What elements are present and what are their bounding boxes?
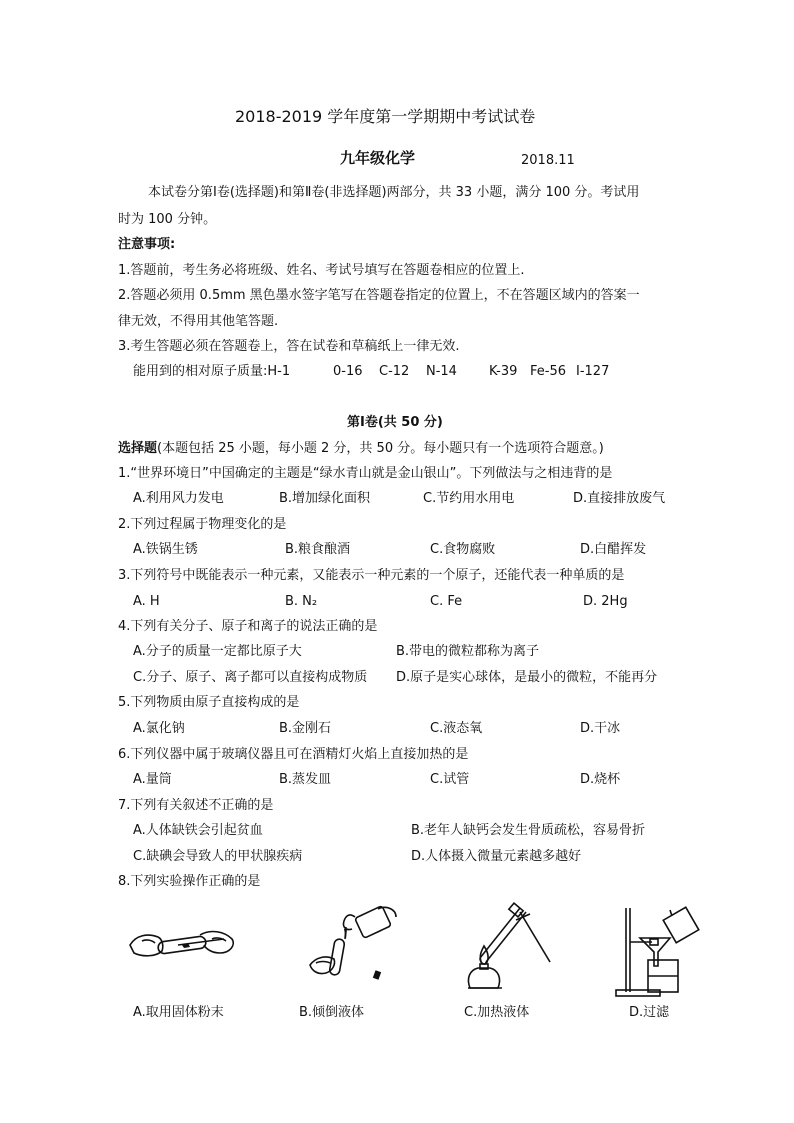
q4-option-c: C.分子、原子、离子都可以直接构成物质 [133, 670, 368, 685]
intro-line-2: 时为 100 分钟。 [118, 212, 217, 227]
q6-option-d: D.烧杯 [580, 772, 621, 787]
exam-title: 2018-2019 学年度第一学期期中考试试卷 [235, 107, 536, 126]
q7-option-b: B.老年人缺钙会发生骨质疏松，容易骨折 [411, 823, 646, 838]
question-5-stem: 5.下列物质由原子直接构成的是 [118, 695, 300, 710]
section-label: 选择题 [118, 441, 158, 456]
section-desc: (本题包括 25 小题，每小题 2 分，共 50 分。每小题只有一个选项符合题意。) [157, 441, 604, 456]
subject-title: 九年级化学 [340, 149, 416, 167]
q5-option-b: B.金刚石 [279, 721, 332, 736]
q2-option-b: B.粮食酿酒 [285, 542, 351, 557]
notice-item-3: 3.考生答题必须在答题卷上，答在试卷和草稿纸上一律无效. [118, 339, 460, 354]
q4-option-a: A.分子的质量一定都比原子大 [133, 644, 302, 659]
q2-option-a: A.铁锅生锈 [133, 542, 198, 557]
q3-option-b: B. N₂ [285, 594, 318, 609]
q1-option-c: C.节约用水用电 [423, 491, 515, 506]
question-6-stem: 6.下列仪器中属于玻璃仪器且可在酒精灯火焰上直接加热的是 [118, 747, 469, 762]
atomic-mass-k: K-39 [489, 364, 518, 379]
question-8-stem: 8.下列实验操作正确的是 [118, 874, 261, 889]
q7-option-c: C.缺碘会导致人的甲状腺疾病 [133, 849, 303, 864]
atomic-mass-c: C-12 [379, 364, 410, 379]
q3-option-d: D. 2Hg [583, 594, 628, 609]
q5-option-d: D.干冰 [580, 721, 621, 736]
question-4-stem: 4.下列有关分子、原子和离子的说法正确的是 [118, 619, 378, 634]
q2-option-c: C.食物腐败 [430, 542, 496, 557]
q7-option-d: D.人体摄入微量元素越多越好 [411, 849, 582, 864]
atomic-mass-fe: Fe-56 [530, 364, 566, 379]
q1-option-a: A.利用风力发电 [133, 491, 224, 506]
heating-liquid-figure [458, 900, 558, 992]
q1-option-d: D.直接排放废气 [573, 491, 666, 506]
q4-option-b: B.带电的微粒都称为离子 [396, 644, 540, 659]
question-3-stem: 3.下列符号中既能表示一种元素，又能表示一种元素的一个原子，还能代表一种单质的是 [118, 568, 625, 583]
q5-option-a: A.氯化钠 [133, 721, 185, 736]
notice-heading: 注意事项: [118, 237, 176, 252]
atomic-mass-n: N-14 [426, 364, 457, 379]
section-intro [118, 440, 604, 457]
q8-option-b: B.倾倒液体 [299, 1005, 365, 1020]
question-7-stem: 7.下列有关叙述不正确的是 [118, 798, 274, 813]
part1-heading: 第Ⅰ卷(共 50 分) [347, 415, 443, 430]
q6-option-c: C.试管 [430, 772, 470, 787]
q1-option-b: B.增加绿化面积 [279, 491, 371, 506]
q8-option-a: A.取用固体粉末 [133, 1005, 224, 1020]
notice-item-1: 1.答题前，考生务必将班级、姓名、考试号填写在答题卷相应的位置上. [118, 263, 525, 278]
question-2-stem: 2.下列过程属于物理变化的是 [118, 517, 287, 532]
powder-sampling-figure [128, 915, 238, 975]
exam-date: 2018.11 [521, 153, 575, 168]
q3-option-a: A. H [133, 594, 160, 609]
q8-option-c: C.加热液体 [464, 1005, 530, 1020]
notice-item-2: 2.答题必须用 0.5mm 黑色墨水签字笔写在答题卷指定的位置上，不在答题区域内的答案一 [118, 288, 640, 303]
question-1-stem: 1.“世界环境日”中国确定的主题是“绿水青山就是金山银山”。下列做法与之相违背的是 [118, 466, 613, 481]
atomic-mass-i: I-127 [576, 364, 610, 379]
atomic-mass-label: 能用到的相对原子质量:H-1 [133, 364, 291, 379]
q2-option-d: D.白醋挥发 [580, 542, 647, 557]
q4-option-d: D.原子是实心球体，是最小的微粒，不能再分 [396, 670, 658, 685]
notice-item-2-cont: 律无效，不得用其他笔答题. [118, 314, 279, 329]
filtration-figure [612, 902, 704, 998]
q6-option-b: B.蒸发皿 [279, 772, 332, 787]
q7-option-a: A.人体缺铁会引起贫血 [133, 823, 263, 838]
q3-option-c: C. Fe [430, 594, 463, 609]
pouring-liquid-figure [300, 905, 400, 985]
intro-line-1: 本试卷分第Ⅰ卷(选择题)和第Ⅱ卷(非选择题)两部分，共 33 小题，满分 100 分。考试用 [148, 185, 640, 200]
q6-option-a: A.量筒 [133, 772, 172, 787]
q5-option-c: C.液态氧 [430, 721, 483, 736]
atomic-mass-o: 0-16 [333, 364, 363, 379]
q8-option-d: D.过滤 [629, 1005, 670, 1020]
